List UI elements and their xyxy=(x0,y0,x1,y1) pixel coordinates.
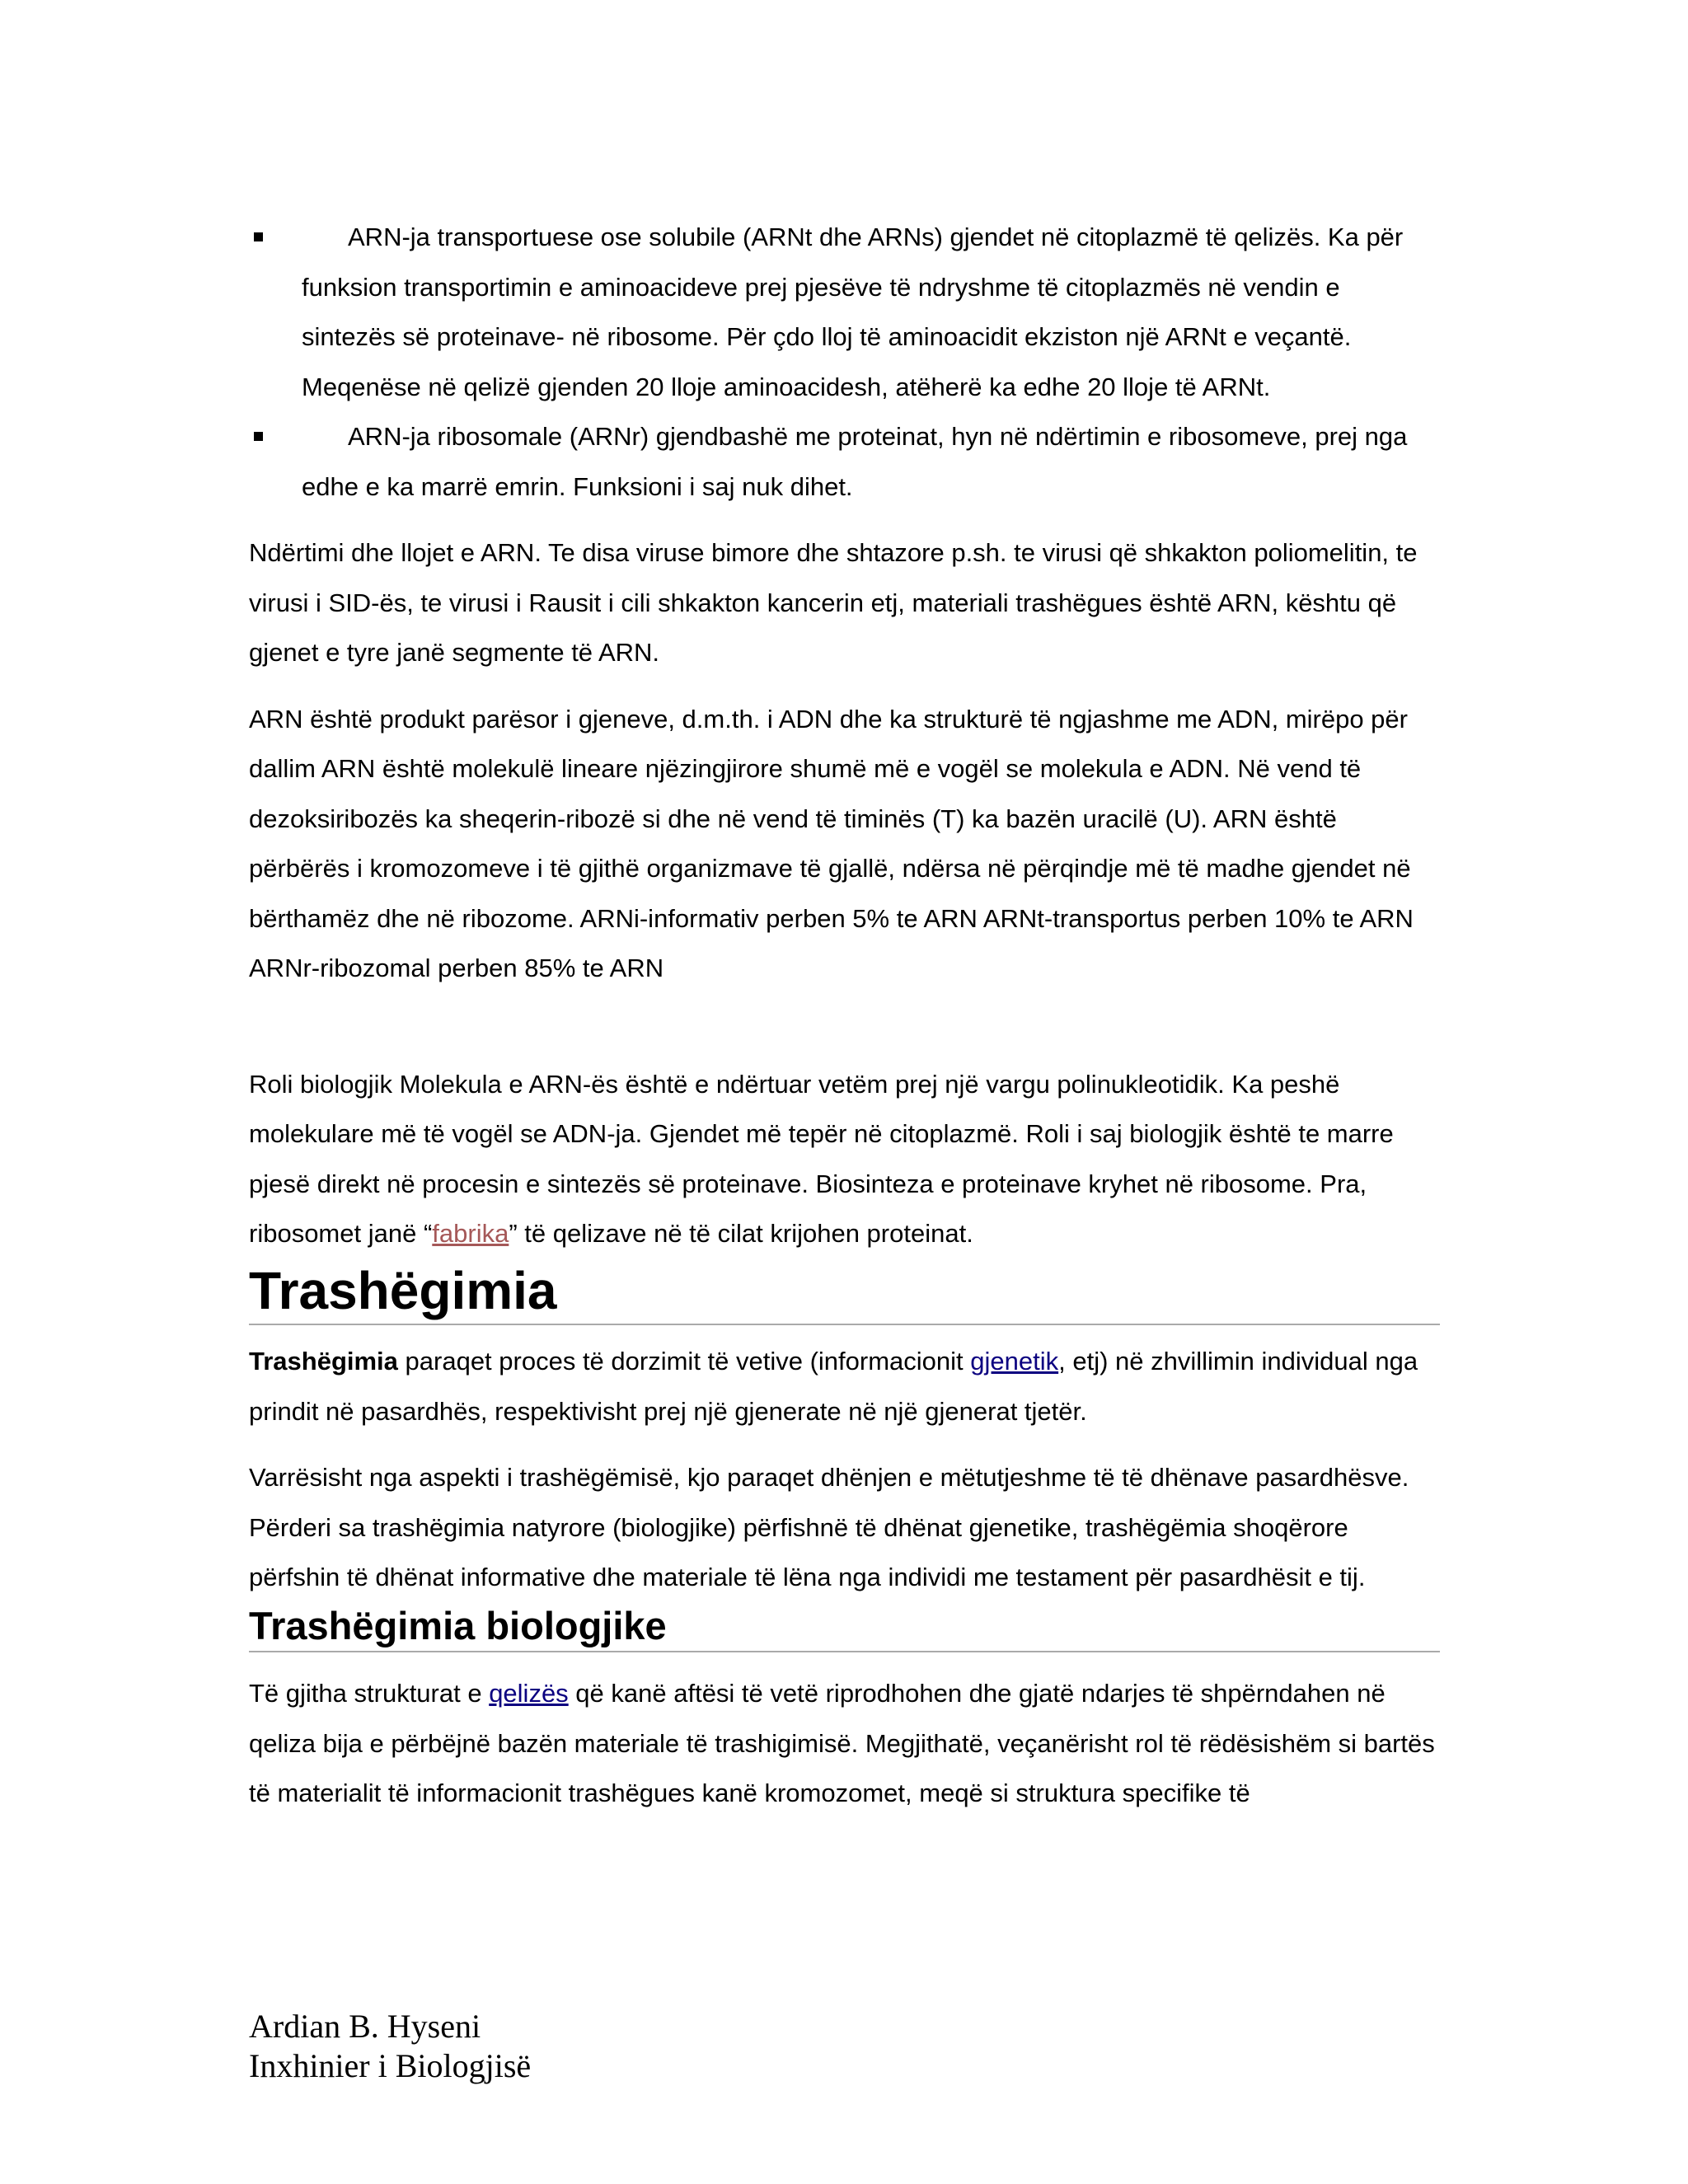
paragraph-trashegimia-aspects: Varrësisht nga aspekti i trashëgëmisë, kjo paraqet dhënjen e mëtutjeshme të të dhënave pasardhësve. Përderi sa trashëgimia natyrore (biologjike) përfishnë të dhënat gjenetike, trashëgëmia shoqërore përfshin të dhënat informative dhe materiale të lëna nga individi me testament për pasardhësit e tij. xyxy=(249,1463,1409,1592)
link-gjenetik[interactable]: gjenetik xyxy=(970,1347,1059,1376)
list-item xyxy=(249,412,1440,512)
arn-types-list xyxy=(249,213,1440,512)
page-footer xyxy=(249,2007,531,2086)
paragraph-trashegimia-definition: Trashëgimia paraqet proces të dorzimit të vetive (informacionit gjenetik, etj) në zhvillimin individual nga prindit në pasardhës, respektivisht prej një gjenerate në një gjenerat tjetër. xyxy=(249,1347,1418,1426)
document-body xyxy=(249,213,1440,1819)
bold-term: Trashëgimia xyxy=(249,1347,398,1376)
heading-trashegimia-biologjike: Trashëgimia biologjike xyxy=(249,1603,1440,1652)
list-item-text: ARN-ja ribosomale (ARNr) gjendbashë me proteinat, hyn në ndërtimin e ribosomeve, prej nga edhe e ka marrë emrin. Funksioni i saj nuk dihet. xyxy=(302,422,1408,501)
paragraph-arn-product: ARN është produkt parësor i gjeneve, d.m.th. i ADN dhe ka strukturë të ngjashme me ADN, mirëpo për dallim ARN është molekulë lineare njëzingjirore shumë më e vogël se molekula e ADN. Në vend të dezoksiribozës ka sheqerin-ribozë si dhe në vend të timinës (T) ka bazën uracilë (U). ARN është përbërës i kromozomeve i të gjithë organizmave të gjallë, ndërsa në përqindje më të madhe gjendet në bërthamëz dhe në ribozome. ARNi-informativ perben 5% te ARN ARNt-transportus perben 10% te ARN ARNr-ribozomal perben 85% te ARN xyxy=(249,704,1414,982)
link-fabrika[interactable]: fabrika xyxy=(432,1219,509,1248)
list-item xyxy=(249,213,1440,412)
square-bullet-icon xyxy=(254,232,263,241)
heading-trashegimia: Trashëgimia xyxy=(249,1259,1440,1326)
square-bullet-icon xyxy=(254,432,263,441)
link-qelizes[interactable]: qelizës xyxy=(489,1679,569,1708)
paragraph-arn-structure: Ndërtimi dhe llojet e ARN. Te disa viruse bimore dhe shtazore p.sh. te virusi që shkakton poliomelitin, te virusi i SID-ës, te virusi i Rausit i cili shkakton kancerin etj, materiali trashëgues është ARN, kështu që gjenet e tyre janë segmente të ARN. xyxy=(249,538,1418,667)
paragraph-cell-structures: Të gjitha strukturat e qelizës që kanë aftësi të vetë riprodhohen dhe gjatë ndarjes të shpërndahen në qeliza bija e përbëjnë bazën materiale të trashigimisë. Megjithatë, veçanërisht rol të rëdësishëm si bartës të materialit të informacionit trashëgues kanë kromozomet, meqë si struktura specifike të xyxy=(249,1679,1435,1808)
author-title: Inxhinier i Biologjisë xyxy=(249,2047,532,2084)
list-item-text: ARN-ja transportuese ose solubile (ARNt dhe ARNs) gjendet në citoplazmë të qelizës. Ka për funksion transportimin e aminoacideve prej pjesëve të ndryshme të citoplazmës në vendin e sintezës së proteinave- në ribosome. Për çdo lloj të aminoacidit ekziston një ARNt e veçantë. Meqenëse në qelizë gjenden 20 lloje aminoacidesh, atëherë ka edhe 20 lloje të ARNt. xyxy=(302,223,1404,401)
author-name: Ardian B. Hyseni xyxy=(249,2008,481,2045)
paragraph-biological-role: Roli biologjik Molekula e ARN-ës është e ndërtuar vetëm prej një vargu polinukleotidik. Ka peshë molekulare më të vogël se ADN-ja. Gjendet më tepër në citoplazmë. Roli i saj biologjik është te marre pjesë direkt në procesin e sintezës së proteinave. Biosinteza e proteinave kryhet në ribosome. Pra, ribosomet janë “fabrika” të qelizave në të cilat krijohen proteinat. xyxy=(249,1069,1394,1248)
